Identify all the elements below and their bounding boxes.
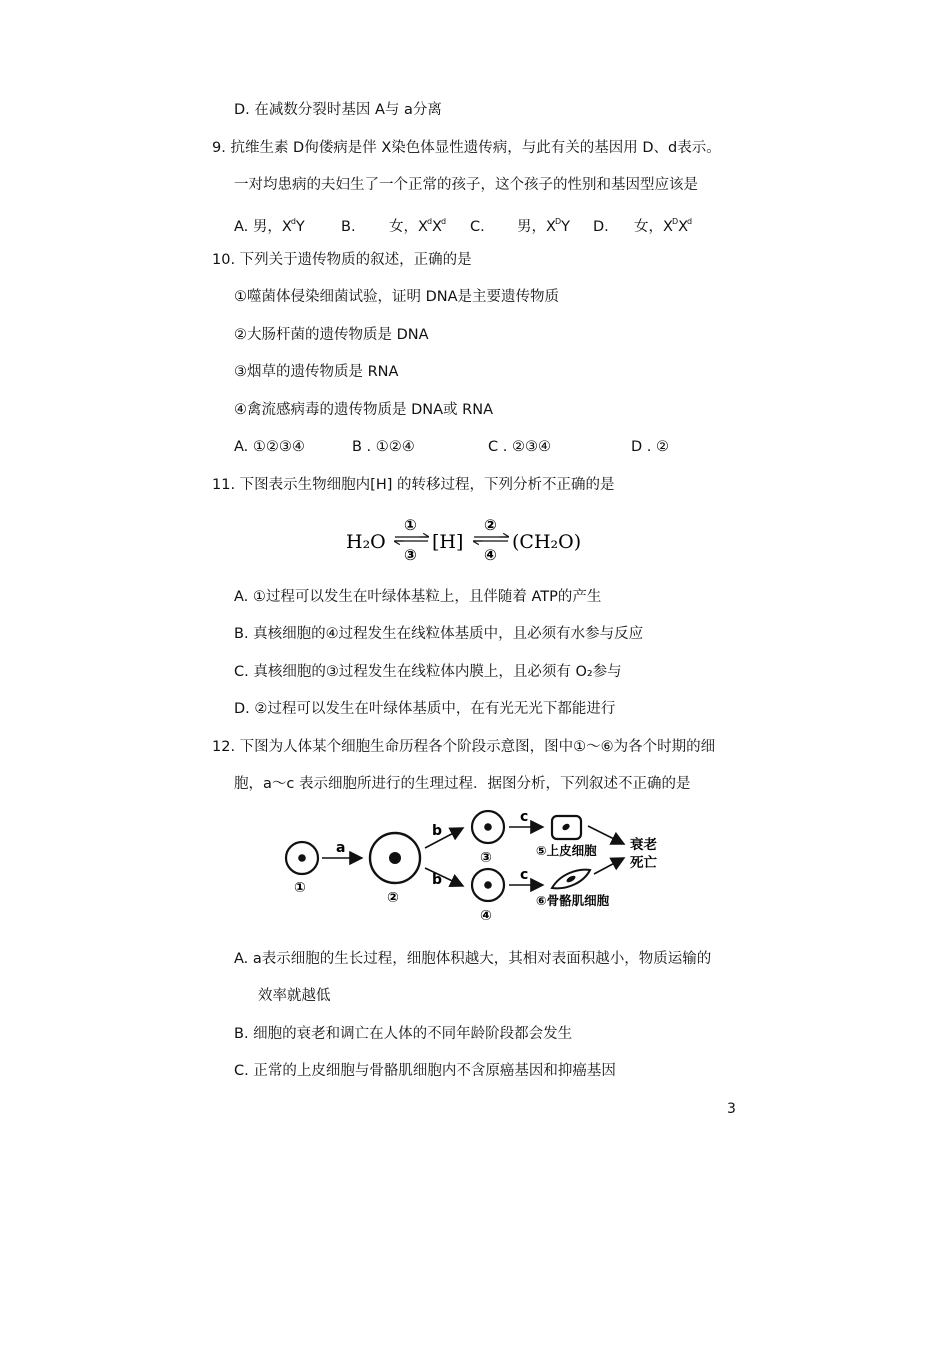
cell-3-label: ③	[480, 850, 492, 866]
cell-5-epithelial	[552, 816, 581, 839]
q12-cell-lifecycle-diagram	[278, 806, 678, 924]
q9-option-a: A. 男，$X^dY$	[234, 217, 305, 235]
q11-stem: 11. 下图表示生物细胞内[H] 的转移过程，下列分析不正确的是	[212, 477, 615, 493]
q12-stem-line2: 胞，a～c 表示细胞所进行的生理过程．据图分析，下列叙述不正确的是	[234, 776, 691, 792]
cell-3	[472, 811, 504, 843]
q11-option-c: C. 真核细胞的③过程发生在线粒体内膜上，且必须有 O₂参与	[234, 664, 622, 680]
senescence-label: 衰老	[630, 837, 657, 853]
cell-4	[472, 869, 504, 901]
cell-5-label: ⑤上皮细胞	[536, 843, 597, 858]
process-b-upper-label: b	[432, 823, 443, 839]
q11-hydrogen: [H]	[432, 531, 464, 553]
cell-2-label: ②	[387, 890, 399, 906]
q10-statement-4: ④禽流感病毒的遗传物质是 DNA或 RNA	[234, 402, 493, 418]
q9-option-c-label: C.	[470, 219, 485, 235]
q11-option-b: B. 真核细胞的④过程发生在线粒体基质中，且必须有水参与反应	[234, 626, 644, 642]
q12-option-a-line2: 效率就越低	[258, 988, 331, 1004]
cell-1	[286, 842, 318, 874]
cell-2	[370, 833, 420, 883]
q11-option-a: A. ①过程可以发生在叶绿体基粒上，且伴随着 ATP的产生	[234, 589, 602, 605]
q10-statement-1: ①噬菌体侵染细菌试验，证明 DNA是主要遗传物质	[234, 289, 560, 305]
cell-1-label: ①	[294, 880, 306, 896]
q10-statement-3: ③烟草的遗传物质是 RNA	[234, 364, 399, 380]
q11-process-4-label: ④	[484, 546, 497, 564]
q11-water: H₂O	[346, 531, 386, 553]
q12-stem-line1: 12. 下图为人体某个细胞生命历程各个阶段示意图，图中①～⑥为各个时期的细	[212, 739, 716, 755]
q10-statement-2: ②大肠杆菌的遗传物质是 DNA	[234, 327, 429, 343]
process-a-label: a	[336, 840, 346, 856]
process-c-upper-label: c	[520, 809, 529, 825]
q11-process-3-label: ③	[404, 546, 417, 564]
q9-option-c: 男，$X^DY$	[517, 217, 570, 235]
process-b-lower-label: b	[432, 872, 443, 888]
q9-option-b-label: B.	[341, 219, 356, 235]
q9-stem-line2: 一对均患病的夫妇生了一个正常的孩子，这个孩子的性别和基因型应该是	[234, 177, 698, 193]
q9-option-d: 女，$X^DX^d$	[634, 217, 693, 235]
process-c-lower-label: c	[520, 867, 529, 883]
q10-stem: 10. 下列关于遗传物质的叙述，正确的是	[212, 252, 472, 268]
q12-option-b: B. 细胞的衰老和调亡在人体的不同年龄阶段都会发生	[234, 1026, 573, 1042]
q10-option-c: C . ②③④	[488, 439, 551, 455]
q9-option-b: 女，$X^dX^d$	[389, 217, 447, 235]
q8-option-d: D. 在减数分裂时基因 A与 a分离	[234, 102, 442, 118]
cell-4-label: ④	[480, 908, 492, 924]
q10-option-d: D . ②	[631, 439, 669, 455]
cell-6-skeletal-muscle	[552, 870, 590, 889]
q11-carbohydrate: (CH₂O)	[512, 531, 582, 553]
q11-reaction-formula	[340, 512, 610, 564]
q12-option-c: C. 正常的上皮细胞与骨骼肌细胞内不含原癌基因和抑癌基因	[234, 1063, 616, 1079]
page-number: 3	[727, 1101, 736, 1117]
q12-option-a-line1: A. a表示细胞的生长过程，细胞体积越大，其相对表面积越小，物质运输的	[234, 951, 712, 967]
q9-options	[234, 212, 692, 237]
q11-process-1-label: ①	[404, 516, 417, 534]
q11-option-d: D. ②过程可以发生在叶绿体基质中，在有光无光下都能进行	[234, 701, 616, 717]
q9-option-d-label: D.	[593, 219, 609, 235]
q11-process-2-label: ②	[484, 516, 497, 534]
q9-stem-line1: 9. 抗维生素 D佝偻病是伴 X染色体显性遗传病，与此有关的基因用 D、d表示。	[212, 140, 721, 156]
cell-6-label: ⑥骨骼肌细胞	[536, 893, 610, 908]
q10-options	[234, 437, 669, 457]
q10-option-a: A. ①②③④	[234, 439, 305, 455]
death-label: 死亡	[630, 855, 657, 871]
q10-option-b: B . ①②④	[352, 439, 415, 455]
